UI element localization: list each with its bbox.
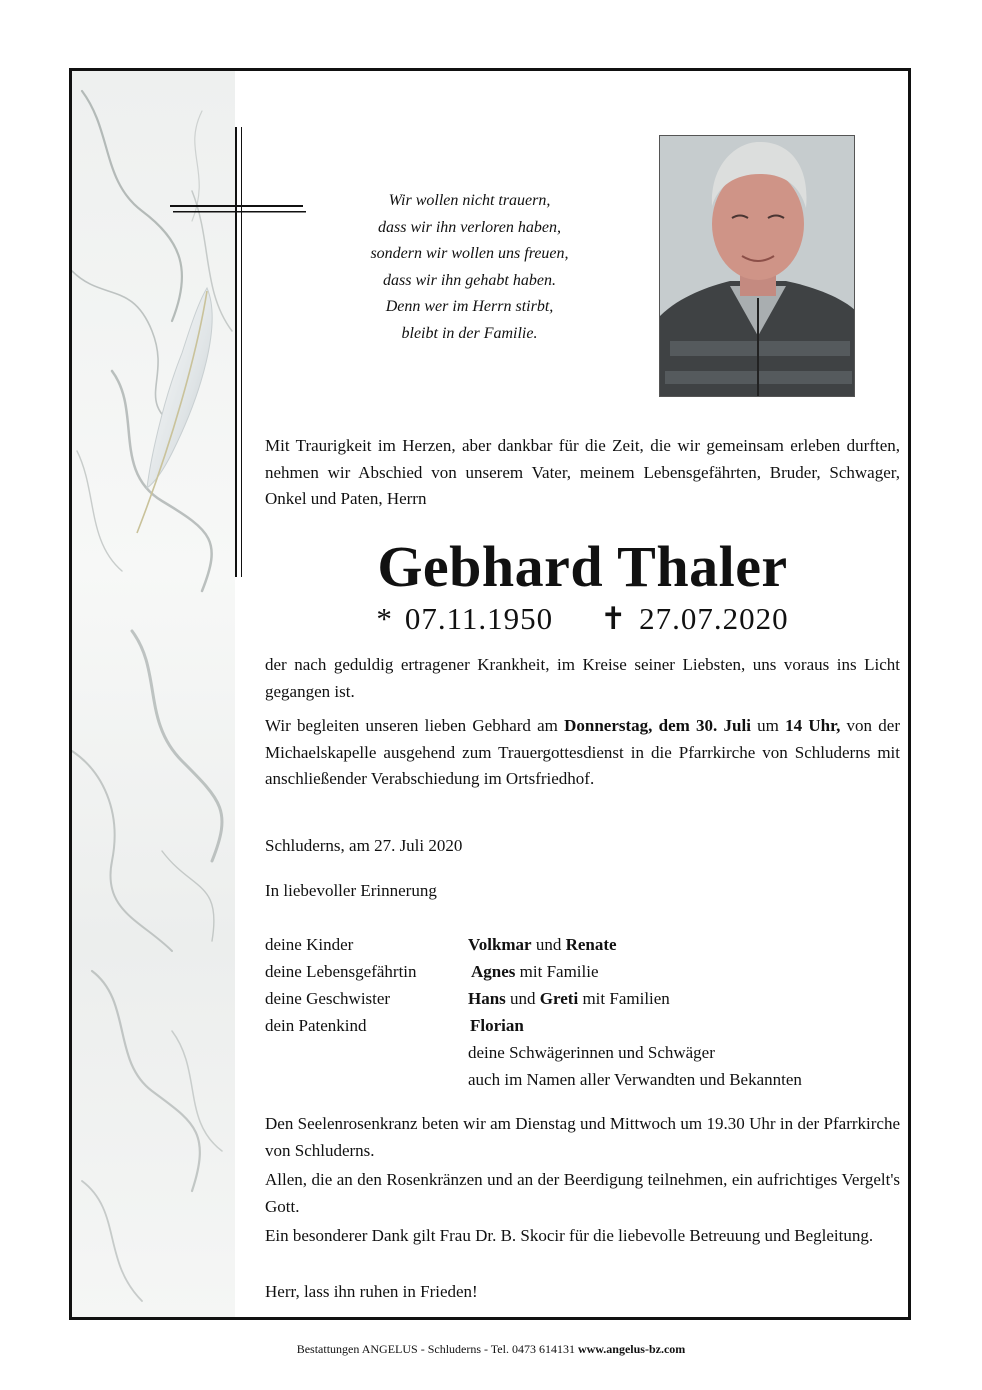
birth-date: 07.11.1950 xyxy=(404,601,554,636)
death-symbol: ✝ xyxy=(600,601,628,636)
footer-website: www.angelus-bz.com xyxy=(577,1342,686,1356)
funeral-time: 14 Uhr, xyxy=(785,716,841,735)
place-date: Schluderns, am 27. Juli 2020 xyxy=(265,836,463,855)
relation: deine Kinder xyxy=(265,935,354,954)
mourner-name: Florian xyxy=(470,1016,524,1035)
quote-line: Denn wer im Herrn stirbt, xyxy=(385,298,554,315)
relation: deine Geschwister xyxy=(265,989,391,1008)
extra-mourners: deine Schwägerinnen und Schwäger xyxy=(468,1043,715,1062)
deceased-name: Gebhard Thaler xyxy=(377,534,788,599)
portrait-photo xyxy=(659,135,855,397)
in-memory-label: In liebevoller Erinnerung xyxy=(265,881,437,900)
feather-icon xyxy=(132,283,222,543)
mourner-names xyxy=(468,985,670,1012)
life-dates xyxy=(265,601,900,637)
mourner-name: Renate xyxy=(565,935,617,954)
bible-quote xyxy=(302,188,637,347)
suffix: mit Familie xyxy=(515,962,599,981)
funeral-text-part: von der Michaelskapelle ausgehend zum Trauergottesdienst in die Pfarrkirche von Schluderns mit anschließender Verabschiedung im Ortsfriedhof. xyxy=(265,716,900,788)
mourner-name: Agnes xyxy=(471,962,516,981)
mourner-name: Greti xyxy=(539,989,579,1008)
mourner-names xyxy=(470,1012,524,1039)
footer-text: Bestattungen ANGELUS - Schluderns - Tel. 0473 614131 xyxy=(296,1342,578,1356)
death-date: 27.07.2020 xyxy=(639,601,789,636)
mourner-name: Hans xyxy=(468,989,506,1008)
funeral-text-part: Wir begleiten unseren lieben Gebhard am xyxy=(265,716,565,735)
quote-line: dass wir ihn verloren haben, xyxy=(378,218,561,236)
relation: dein Patenkind xyxy=(265,1016,367,1035)
passing-text: der nach geduldig ertragener Krankheit, im Kreise seiner Liebsten, uns voraus ins Licht gegangen ist. xyxy=(265,655,900,701)
funeral-text-part: um xyxy=(750,716,786,735)
funeral-text xyxy=(265,713,900,793)
funeral-date: Donnerstag, dem 30. Juli xyxy=(564,716,751,735)
quote-line: Wir wollen nicht trauern, xyxy=(388,192,551,209)
mourner-names xyxy=(468,931,617,958)
suffix: mit Familien xyxy=(578,989,670,1008)
relation: deine Lebensgefährtin xyxy=(265,962,417,981)
quote-line: bleibt in der Familie. xyxy=(401,324,538,342)
joiner: und xyxy=(505,989,540,1008)
thanks-doctor-text: Ein besonderer Dank gilt Frau Dr. B. Skocir für die liebevolle Betreuung und Begleitung. xyxy=(265,1226,874,1245)
joiner: und xyxy=(531,935,566,954)
obituary-card xyxy=(69,68,911,1320)
closing-text: Herr, lass ihn ruhen in Frieden! xyxy=(265,1282,478,1301)
mourner-name: Volkmar xyxy=(468,935,532,954)
extra-mourners: auch im Namen aller Verwandten und Bekannten xyxy=(468,1070,802,1089)
intro-text: Mit Traurigkeit im Herzen, aber dankbar für die Zeit, die wir gemeinsam erleben durften, nehmen wir Abschied von unserem Vater, meinem Lebensgefährten, Bruder, Schwager, Onkel und Paten, Herrn xyxy=(265,436,900,508)
rosary-text: Den Seelenrosenkranz beten wir am Dienstag und Mittwoch um 19.30 Uhr in der Pfarrkirche von Schluderns. xyxy=(265,1114,900,1160)
quote-line: dass wir ihn gehabt haben. xyxy=(383,271,556,289)
birth-symbol: * xyxy=(376,601,393,636)
mourner-names xyxy=(471,958,599,985)
footer xyxy=(0,1342,982,1357)
thanks-all-text: Allen, die an den Rosenkränzen und an der Beerdigung teilnehmen, ein aufrichtiges Vergelt's Gott. xyxy=(265,1170,900,1216)
quote-line: sondern wir wollen uns freuen, xyxy=(370,245,569,262)
